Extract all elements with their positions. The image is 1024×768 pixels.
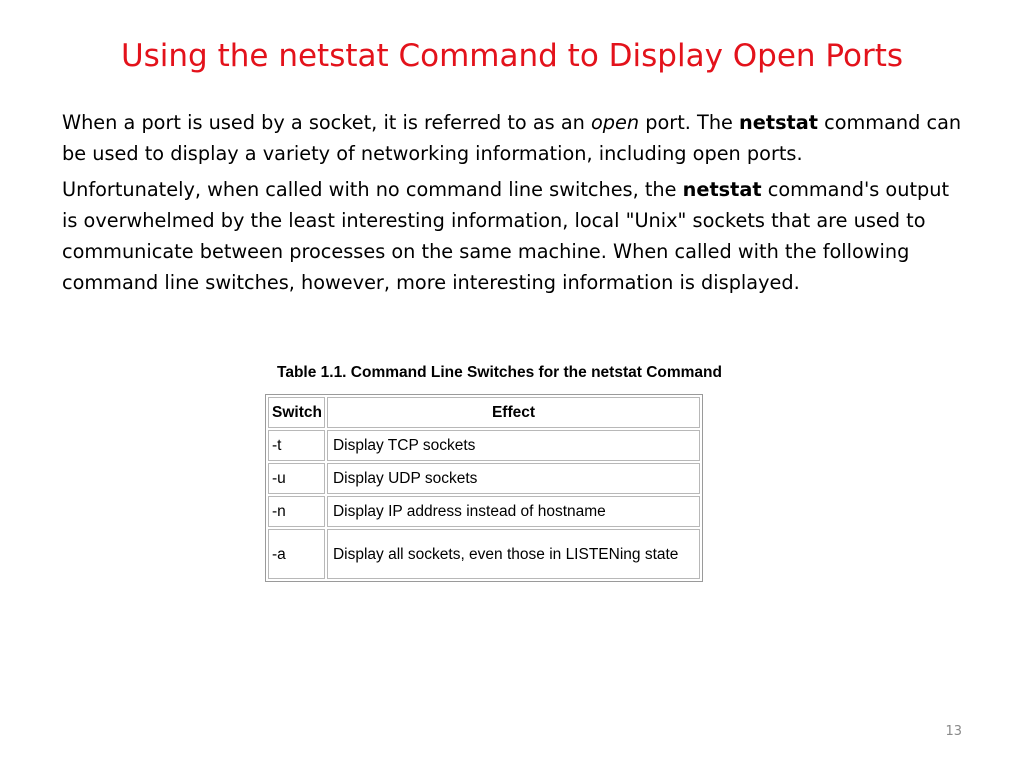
table-header-row [268,397,700,428]
effect-cell: Display UDP sockets [327,463,700,494]
paragraph-switches-text-1: Unfortunately, when called with no command line switches, the [62,178,683,202]
body-text [62,108,962,304]
table-row [268,496,700,527]
table-row [268,463,700,494]
paragraph-switches [62,175,962,298]
switches-table [265,394,703,582]
paragraph-intro-text-2: port. The [639,111,740,134]
table-row [268,529,700,579]
table-row [268,430,700,461]
page-number: 13 [945,724,962,739]
paragraph-intro [62,108,962,169]
table-caption: Table 1.1. Command Line Switches for the netstat Command [277,364,722,381]
paragraph-intro-text-1: When a port is used by a socket, it is referred to as an [62,111,592,134]
switch-cell: -t [268,430,325,461]
paragraph-intro-text-3: command can be used to display a variety of networking information, including open ports. [62,111,962,165]
netstat-keyword: netstat [682,178,762,202]
open-emphasis: open [591,111,640,134]
paragraph-switches-text-2: command's output is overwhelmed by the least interesting information, local "Unix" sockets that are used to communicate between processes on the same machine. When called with the following command line switches, however, more interesting information is displayed. [62,178,950,294]
effect-cell: Display IP address instead of hostname [327,496,700,527]
netstat-keyword: netstat [739,111,818,134]
switch-cell: -a [268,529,325,579]
header-switch: Switch [268,397,325,428]
switch-cell: -u [268,463,325,494]
effect-cell: Display TCP sockets [327,430,700,461]
slide-title: Using the netstat Command to Display Open Ports [120,38,904,74]
header-effect: Effect [327,397,700,428]
switch-cell: -n [268,496,325,527]
effect-cell: Display all sockets, even those in LISTENing state [327,529,700,579]
